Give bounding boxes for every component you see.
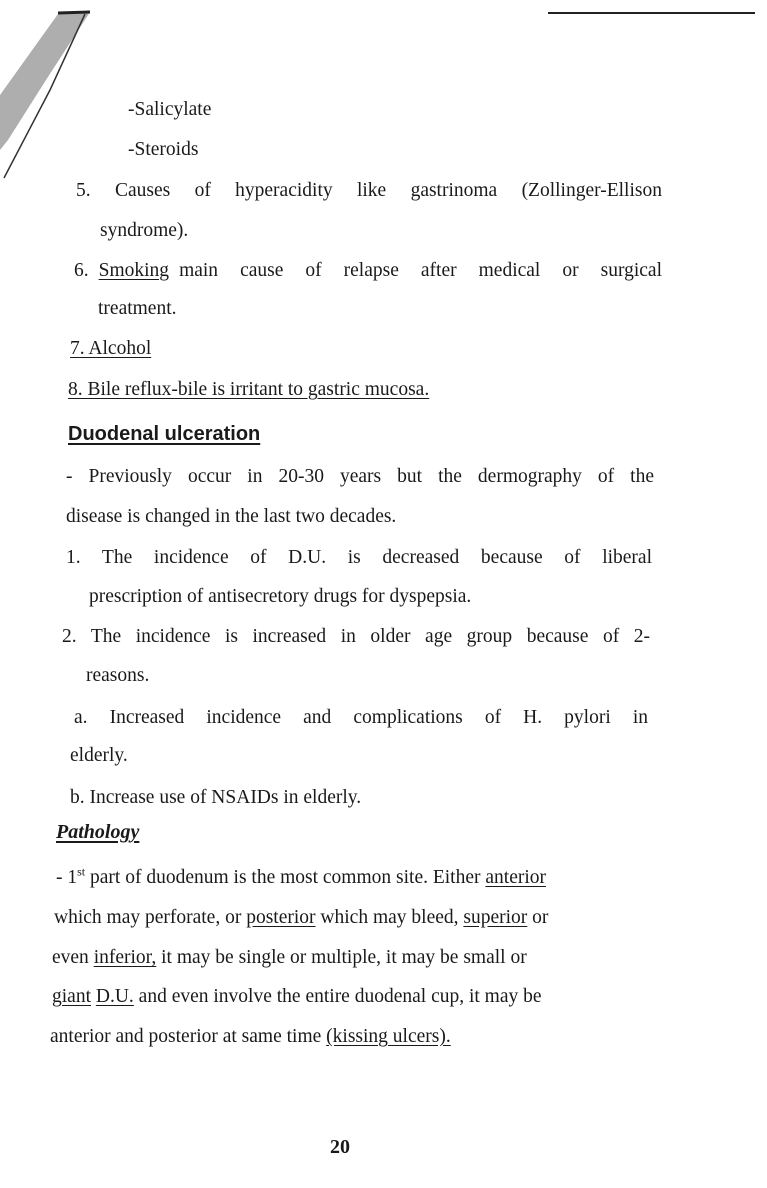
- duodenal-intro-line-2: disease is changed in the last two decades.: [66, 506, 397, 527]
- list-item-7: 7. Alcohol: [70, 338, 152, 359]
- header-rule: [548, 12, 755, 14]
- duodenal-point-a-line-1: a. Increased incidence and complications of H. pylori in: [74, 707, 648, 728]
- pathology-line-5: anterior and posterior at same time (kissing ulcers).: [50, 1026, 451, 1047]
- page-corner-shadow: [0, 0, 95, 180]
- list-item-6: 6. Smoking main cause of relapse after medical or surgical: [74, 260, 662, 281]
- duodenal-point-1-line-2: prescription of antisecretory drugs for dyspepsia.: [89, 586, 472, 607]
- term-du: D.U.: [95, 986, 134, 1007]
- duodenal-point-2-line-1: 2. The incidence is increased in older age group because of 2-: [62, 626, 650, 647]
- list-item-steroids: -Steroids: [128, 139, 199, 160]
- list-item-5-cont: syndrome).: [100, 220, 189, 241]
- pathology-line-1: - 1st part of duodenum is the most common site. Either anterior: [56, 864, 547, 888]
- smoking-term: Smoking: [98, 260, 170, 281]
- term-giant: giant: [52, 986, 91, 1007]
- duodenal-point-2-line-2: reasons.: [86, 665, 150, 686]
- pathology-line-3: even inferior, it may be single or multiple, it may be small or: [52, 947, 527, 968]
- page-number: 20: [330, 1136, 350, 1158]
- duodenal-point-1-line-1: 1. The incidence of D.U. is decreased because of liberal: [66, 547, 652, 568]
- pathology-line-4: giant D.U. and even involve the entire duodenal cup, it may be: [52, 986, 542, 1007]
- term-kissing-ulcers: (kissing ulcers).: [326, 1026, 451, 1047]
- list-item-8: 8. Bile reflux-bile is irritant to gastric mucosa.: [68, 379, 430, 400]
- term-inferior: inferior,: [93, 947, 157, 968]
- term-superior: superior: [463, 907, 528, 928]
- duodenal-point-a-line-2: elderly.: [70, 745, 128, 766]
- term-anterior: anterior: [485, 867, 547, 888]
- pathology-line-2: which may perforate, or posterior which may bleed, superior or: [54, 907, 549, 928]
- list-item-6-cont: treatment.: [98, 298, 177, 319]
- section-heading-duodenal: Duodenal ulceration: [68, 423, 261, 445]
- list-item-5: 5. Causes of hyperacidity like gastrinoma (Zollinger-Ellison: [76, 180, 662, 201]
- list-item-salicylate: -Salicylate: [128, 99, 212, 120]
- section-heading-pathology: Pathology: [56, 821, 140, 843]
- duodenal-intro-line-1: - Previously occur in 20-30 years but the dermography of the: [66, 466, 654, 487]
- duodenal-point-b: b. Increase use of NSAIDs in elderly.: [70, 787, 362, 808]
- term-posterior: posterior: [246, 907, 316, 928]
